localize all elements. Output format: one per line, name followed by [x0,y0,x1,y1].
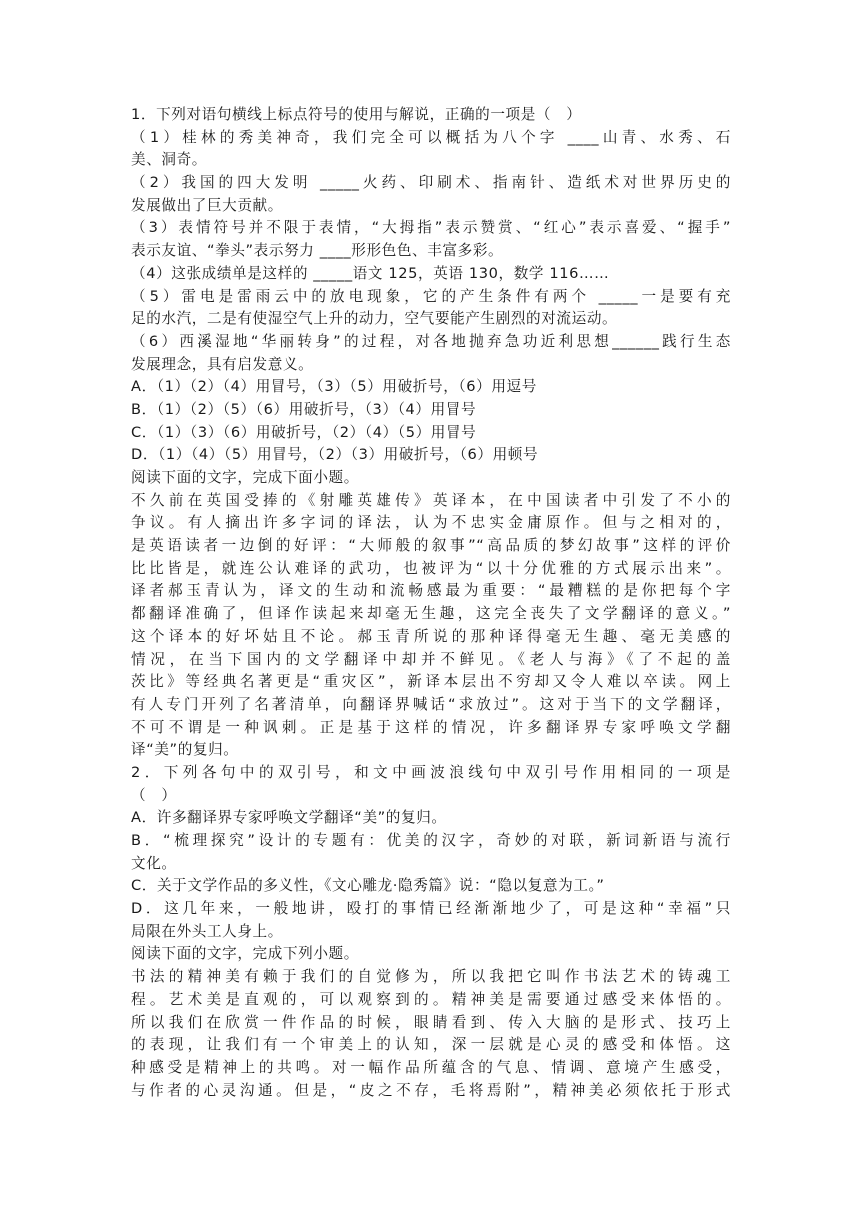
passage-1-line: 比比皆是，就连公认难译的武功，也被评为“以十分优雅的方式展示出来”。 [131,559,731,577]
passage-2-line: 的表现，让我们有一个审美上的认知，深一层就是心灵的感受和体悟。这 [131,1036,731,1054]
q2-option-d-end: 局限在外头工人身上。 [131,922,283,940]
item-5-line-end: 足的水汽，二是有使湿空气上升的动力，空气要能产生剧烈的对流运动。 [131,310,618,328]
option-a: A．（1）（2）（4）用冒号，（3）（5）用破折号，（6）用逗号 [131,378,537,396]
passage-1-line: 译者郝玉青认为，译文的生动和流畅感最为重要：“最糟糕的是你把每个字 [131,582,731,600]
q2-option-c: C．关于文学作品的多义性，《文心雕龙·隐秀篇》说：“隐以复意为工。” [131,877,605,895]
passage-1-line-end: 译“美”的复归。 [131,741,239,759]
passage-2-line: 所以我们在欣赏一件作品的时候，眼睛看到、传入大脑的是形式、技巧上 [131,1013,731,1031]
option-c: C．（1）（3）（6）用破折号，（2）（4）（5）用冒号 [131,423,477,441]
item-3-line: （3）表情符号并不限于表情，“大拇指”表示赞赏、“红心”表示喜爱、“握手” [131,219,731,237]
item-1-line-end: 美、洞奇。 [131,151,207,169]
item-2-line-end: 发展做出了巨大贡献。 [131,196,283,214]
item-3-line-end: 表示友谊、“拳头”表示努力 ____形形色色、丰富多彩。 [131,242,504,260]
passage-1-line: 不久前在英国受捧的《射雕英雄传》英译本，在中国读者中引发了不小的 [131,491,731,509]
passage-1-line: 茨比》等经典名著更是“重灾区”，新译本层出不穷却又令人难以卒读。网上 [131,673,731,691]
question-2-stem: 2．下列各句中的双引号，和文中画波浪线句中双引号作用相同的一项是 [131,763,731,781]
q2-option-b-end: 文化。 [131,854,177,872]
document-body [131,104,731,1102]
q2-option-b: B．“梳理探究”设计的专题有：优美的汉字，奇妙的对联，新词新语与流行 [131,832,731,849]
passage-1-line: 情况，在当下国内的文学翻译中却并不鲜见。《老人与海》《了不起的盖 [131,650,731,668]
passage-2-line: 与作者的心灵沟通。但是，“皮之不存，毛将焉附”，精神美必须依托于形式 [131,1081,731,1099]
passage-2-line: 种感受是精神上的共鸣。对一幅作品所蕴含的气息、情调、意境产生感受， [131,1058,731,1076]
passage-1-line: 不可不谓是一种讽刺。正是基于这样的情况，许多翻译界专家呼唤文学翻 [131,718,731,736]
passage-1-line: 都翻译准确了，但译作读起来却毫无生趣，这完全丧失了文学翻译的意义。” [131,605,731,623]
option-b: B．（1）（2）（5）（6）用破折号，（3）（4）用冒号 [131,400,477,418]
passage-1-line: 有人专门开列了名著清单，向翻译界喊话“求放过”。这对于当下的文学翻译， [131,695,731,713]
passage-2-line: 程。艺术美是直观的，可以观察到的。精神美是需要通过感受来体悟的。 [131,990,731,1008]
question-1-stem: 1．下列对语句横线上标点符号的使用与解说，正确的一项是（ ） [131,106,582,123]
passage-1-line: 这个译本的好坏姑且不论。郝玉青所说的那种译得毫无生趣、毫无美感的 [131,627,731,645]
q2-option-a: A．许多翻译界专家呼唤文学翻译“美”的复归。 [131,809,447,827]
option-d: D．（1）（4）（5）用冒号，（2）（3）用破折号，（6）用顿号 [131,446,539,464]
passage-2-line: 书法的精神美有赖于我们的自觉修为，所以我把它叫作书法艺术的铸魂工 [131,968,731,986]
question-2-bracket: （ ） [131,786,177,804]
reading-instruction-2: 阅读下面的文字，完成下列小题。 [131,945,359,963]
passage-1-line: 争议。有人摘出许多字词的译法，认为不忠实金庸原作。但与之相对的， [131,514,731,532]
q2-option-d: D．这几年来，一般地讲，殴打的事情已经渐渐地少了，可是这种“幸福”只 [131,900,731,918]
reading-instruction: 阅读下面的文字，完成下面小题。 [131,469,359,486]
item-2-line: （2）我国的四大发明 _____火药、印刷术、指南针、造纸术对世界历史的 [131,174,731,192]
item-4-line: （4）这张成绩单是这样的 _____语文 125，英语 130，数学 116…… [131,264,610,282]
item-6-line-end: 发展理念，具有启发意义。 [131,355,314,373]
passage-1-line: 是英语读者一边倒的好评：“大师般的叙事”“高品质的梦幻故事”这样的评价 [131,537,731,555]
item-6-line: （6）西溪湿地“华丽转身”的过程，对各地抛弃急功近利思想______践行生态 [131,332,731,350]
item-1-line: （1）桂林的秀美神奇，我们完全可以概括为八个字 ____山青、水秀、石 [131,128,731,146]
item-5-line: （5）雷电是雷雨云中的放电现象，它的产生条件有两个 _____一是要有充 [131,287,731,305]
